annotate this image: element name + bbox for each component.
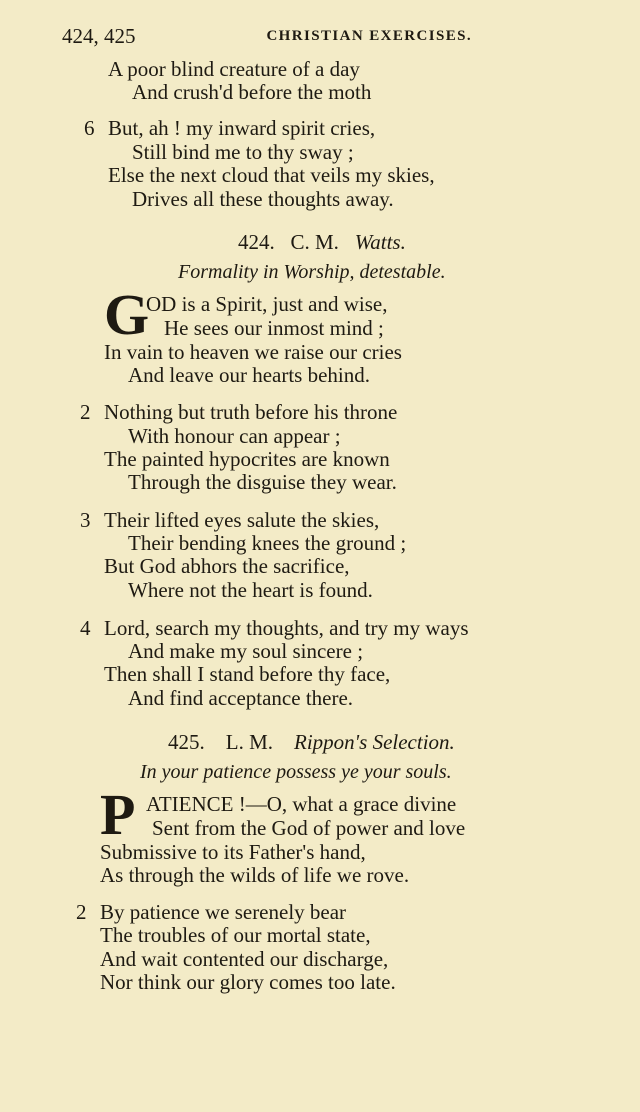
verse-line: Through the disguise they wear. [128, 470, 397, 494]
verse-line: And find acceptance there. [128, 686, 354, 710]
stanza-number: 2 [80, 400, 91, 424]
verse-line: By patience we serenely bear [100, 900, 347, 924]
verse-line: The troubles of our mortal state, [100, 923, 371, 947]
verse-line: Where not the heart is found. [128, 578, 373, 602]
verse-line: Submissive to its Father's hand, [100, 840, 366, 864]
verse-line: And make my soul sincere ; [128, 639, 364, 663]
hymn-author: Rippon's Selection. [294, 730, 455, 754]
hymn-meter: C. M. [290, 230, 339, 254]
running-title: CHRISTIAN EXERCISES. [266, 28, 472, 44]
hymn-meter: L. M. [225, 730, 273, 754]
verse-line: He sees our inmost mind ; [164, 316, 384, 340]
verse-line: Their lifted eyes salute the skies, [104, 508, 380, 532]
stanza-number: 2 [76, 900, 87, 924]
verse-line: And leave our hearts behind. [128, 363, 371, 387]
hymn-heading [238, 230, 406, 254]
hymn-number: 424. [238, 230, 275, 254]
running-header [62, 24, 472, 48]
drop-cap: P [100, 782, 136, 847]
stanza-number: 6 [84, 116, 95, 140]
verse-line: Nor think our glory comes too late. [100, 970, 396, 994]
hymn-author: Watts. [354, 230, 406, 254]
verse-line: ATIENCE !—O, what a grace divine [146, 792, 457, 816]
verse-line: But God abhors the sacrifice, [104, 554, 350, 578]
verse-line: Then shall I stand before thy face, [104, 662, 391, 686]
verse-line: A poor blind creature of a day [108, 57, 360, 81]
hymn-number: 425. [168, 730, 205, 754]
verse-line: Drives all these thoughts away. [132, 187, 394, 211]
verse-line: Else the next cloud that veils my skies, [108, 163, 435, 187]
verse-line: Lord, search my thoughts, and try my ways [104, 616, 469, 640]
verse-line: And crush'd before the moth [132, 80, 372, 104]
page-numbers: 424, 425 [62, 24, 136, 48]
verse-line: But, ah ! my inward spirit cries, [108, 116, 376, 140]
verse-line: Nothing but truth before his throne [104, 400, 398, 424]
verse-line: Their bending knees the ground ; [128, 531, 407, 555]
verse-line: OD is a Spirit, just and wise, [146, 292, 388, 316]
verse-line: The painted hypocrites are known [104, 447, 390, 471]
verse-line: In vain to heaven we raise our cries [104, 340, 402, 364]
verse-line: With honour can appear ; [128, 424, 341, 448]
verse-line: Sent from the God of power and love [152, 816, 466, 840]
hymn-subtitle: Formality in Worship, detestable. [178, 261, 446, 283]
stanza-number: 4 [80, 616, 91, 640]
hymn-subtitle: In your patience possess ye your souls. [140, 761, 452, 783]
verse-line: Still bind me to thy sway ; [132, 140, 354, 164]
stanza-number: 3 [80, 508, 91, 532]
drop-cap: G [104, 282, 150, 347]
verse-line: And wait contented our discharge, [100, 947, 389, 971]
hymn-heading [168, 730, 455, 754]
verse-line: As through the wilds of life we rove. [100, 863, 410, 887]
